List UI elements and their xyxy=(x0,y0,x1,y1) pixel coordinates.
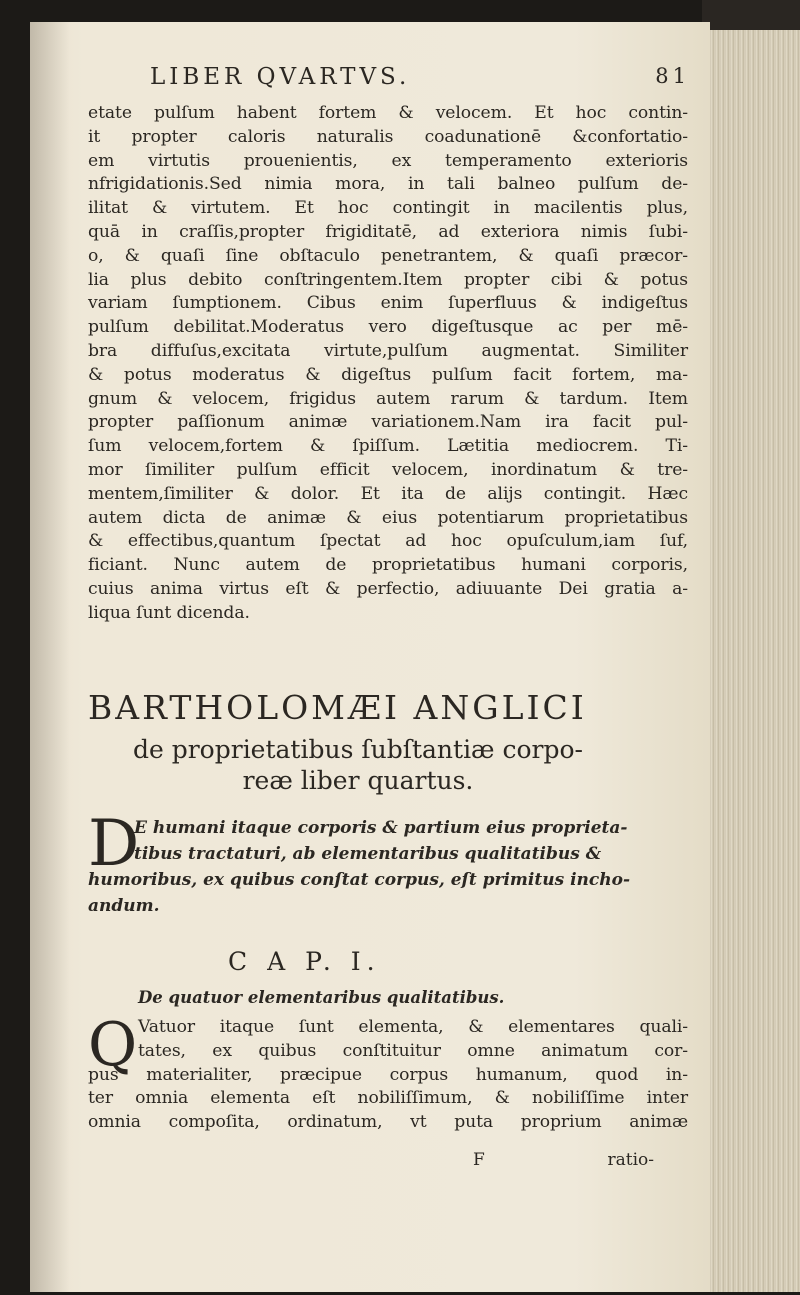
text-line: ter omnia elementa eſt nobiliſſimum, & nobiliſſime inter xyxy=(88,1088,688,1109)
running-header xyxy=(150,64,690,100)
page-number: 81 xyxy=(655,64,690,88)
background-dark xyxy=(702,0,800,32)
text-line: variam ſumptionem. Cibus enim ſuperfluus & indigeſtus xyxy=(88,293,688,314)
paragraph-2 xyxy=(88,1010,688,1135)
text-line: it propter caloris naturalis coadunationē &confortatio- xyxy=(88,126,688,147)
text-line: etate pulſum habent fortem & velocem. Et hoc contin- xyxy=(88,103,688,123)
text-line: Vatuor itaque ſunt elementa, & elementares quali- xyxy=(138,1017,688,1037)
text-line: ilitat & virtutem. Et hoc contingit in macilentis plus, xyxy=(88,198,688,219)
text-line: pus materialiter, præcipue corpus humanum, quod in- xyxy=(88,1064,688,1085)
book-page xyxy=(30,22,710,1292)
text-line: omnia compoſita, ordinatum, vt puta proprium animæ xyxy=(88,1112,688,1133)
subtitle-line: de proprietatibus ſubſtantiæ corpo- xyxy=(132,735,584,764)
intro-line: E humani itaque corporis & partium eius proprieta- xyxy=(134,818,628,838)
text-line: quā in craſſis,propter frigiditatē, ad exteriora nimis ſubi- xyxy=(88,221,688,242)
running-title: LIBER QVARTVS. xyxy=(150,64,411,90)
intro-line: andum. xyxy=(88,896,160,916)
intro-line: humoribus, ex quibus conſtat corpus, eſt primitus incho- xyxy=(88,870,630,890)
text-line: nfrigidationis.Sed nimia mora, in tali balneo pulſum de- xyxy=(88,174,688,195)
intro-line: tibus tractaturi, ab elementaribus qualitatibus & xyxy=(134,844,602,864)
page-edges xyxy=(700,30,800,1292)
paragraph-1 xyxy=(88,102,688,626)
text-line: cuius anima virtus eſt & perfectio, adiuuante Dei gratia a- xyxy=(88,578,688,599)
catchword: ratio- xyxy=(607,1150,654,1170)
text-line: mor ſimiliter pulſum efficit velocem, inordinatum & tre- xyxy=(88,459,688,480)
drop-capital: Q xyxy=(88,1010,138,1080)
text-line: liqua ſunt dicenda. xyxy=(88,602,250,623)
text-line: & potus moderatus & digeſtus pulſum facit fortem, ma- xyxy=(88,364,688,385)
text-line: tates, ex quibus conſtituitur omne animatum cor- xyxy=(138,1040,688,1061)
text-line: ſum velocem,fortem & ſpiſſum. Lætitia mediocrem. Ti- xyxy=(88,436,688,457)
text-line: em virtutis prouenientis, ex temperamento exterioris xyxy=(88,150,688,171)
chapter-heading: C A P. I. xyxy=(228,947,381,976)
text-line: mentem,ſimiliter & dolor. Et ita de alijs contingit. Hæc xyxy=(88,483,688,504)
subtitle-line: reæ liber quartus. xyxy=(242,766,474,795)
text-line: pulſum debilitat.Moderatus vero digeſtusque ac per mē- xyxy=(88,317,688,338)
chapter-title: De quatuor elementaribus qualitatibus. xyxy=(138,988,505,1007)
book-subtitle xyxy=(88,734,628,796)
intro-paragraph xyxy=(88,807,688,919)
drop-capital: D xyxy=(88,807,140,881)
text-line: bra diffuſus,excitata virtute,pulſum augmentat. Similiter xyxy=(88,340,688,361)
text-line: propter paſſionum animæ variationem.Nam ira facit pul- xyxy=(88,412,688,433)
text-line: o, & quaſi ſine obſtaculo penetrantem, & quaſi præcor- xyxy=(88,245,688,266)
text-line: & effectibus,quantum ſpectat ad hoc opuſculum,iam ſuf, xyxy=(88,531,688,552)
text-line: lia plus debito conſtringentem.Item propter cibi & potus xyxy=(88,269,688,290)
book-title: BARTHOLOMÆI ANGLICI xyxy=(88,688,587,727)
text-line: autem dicta de animæ & eius potentiarum proprietatibus xyxy=(88,507,688,528)
text-line: ficiant. Nunc autem de proprietatibus humani corporis, xyxy=(88,555,688,576)
text-line: gnum & velocem, frigidus autem rarum & tardum. Item xyxy=(88,388,688,409)
gutter-shadow xyxy=(30,22,70,1292)
signature-mark: F xyxy=(473,1150,485,1170)
